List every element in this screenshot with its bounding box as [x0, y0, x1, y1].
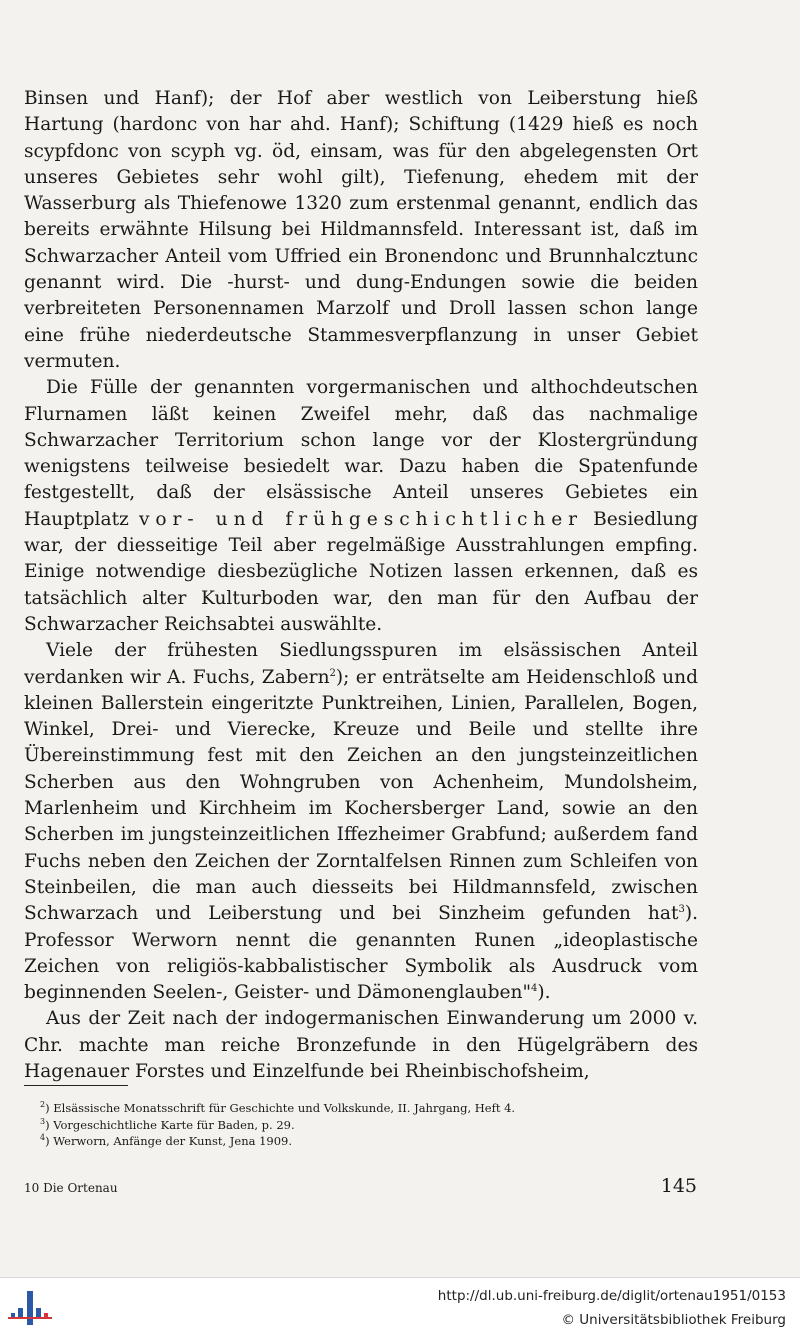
footnote-divider: [24, 1085, 128, 1086]
paragraph-3: [24, 638, 698, 1006]
footnote-text: Vorgeschichtliche Karte für Baden, p. 29.: [53, 1117, 295, 1132]
copyright-text: © Universitätsbibliothek Freiburg: [561, 1312, 786, 1328]
footnote: $^4$) Werworn, Anfänge der Kunst, Jena 1909.: [40, 1133, 293, 1148]
footnote-mark: 3: [40, 1116, 46, 1126]
footnote-ref-3: 3: [678, 904, 685, 916]
paragraph-3-text-d: ).: [537, 982, 551, 1004]
paragraph-3-text-a: Viele der frühesten Siedlungsspuren im elsässischen Anteil verdanken wir A. Fuchs, Zabern: [24, 640, 698, 688]
footnote-text: Werworn, Anfänge der Kunst, Jena 1909.: [53, 1134, 293, 1148]
paragraph-2-text-end: Besiedlung war, der diesseitige Teil aber regelmäßige Ausstrahlungen empfing. Einige notwendige diesbezügliche Notizen lassen erkennen, daß es tatsächlich alter Kulturboden war, den man für den Aufbau der Schwarzacher Reichsabtei auswählte.: [24, 508, 698, 635]
footnote-ref-4: 4: [531, 982, 538, 994]
paragraph-3-text-b: ); er enträtselte am Heidenschloß und kleinen Ballerstein eingeritzte Punktreihen, Linien, Parallelen, Bogen, Winkel, Drei- und Vierecke, Kreuze und Beile und stellte ihre Übereinstimmung fest mit den Zeichen an den jungsteinzeitlichen Scherben aus den Wohngruben von Achenheim, Mundolsheim, Marlenheim und Kirchheim im Kochersberger Land, sowie an den Scherben im jungsteinzeitlichen Iffezheimer Grabfund; außerdem fand Fuchs neben den Zeichen der Zorntalfelsen Rinnen zum Schleifen von Steinbeilen, die man auch diesseits bei Hildmannsfeld, zwischen Schwarzach und Leiberstung und bei Sinzheim gefunden hat: [24, 666, 699, 925]
footnotes: [40, 1100, 700, 1150]
spaced-emphasis: vor- und frühgeschichtlicher: [138, 508, 584, 530]
ub-freiburg-logo-icon[interactable]: [8, 1288, 52, 1328]
document-url-link[interactable]: http://dl.ub.uni-freiburg.de/diglit/ortenau1951/0153: [437, 1288, 786, 1304]
paragraph-4: Aus der Zeit nach der indogermanischen Einwanderung um 2000 v. Chr. machte man reiche Bronzefunde in den Hügelgräbern des Hagenauer Forstes und Einzelfunde bei Rheinbischofsheim,: [24, 1008, 698, 1082]
footnote-mark: 4: [40, 1133, 46, 1143]
paragraph-3-text-c: ). Professor Werworn nennt die genannten Runen „ideoplastische Zeichen von religiös-kabbalistischer Symbolik als Ausdruck vom beginnenden Seelen-, Geister- und Dämonenglauben": [24, 903, 698, 1004]
footnote-text: Elsässische Monatsschrift für Geschichte und Volkskunde, II. Jahrgang, Heft 4.: [53, 1101, 516, 1115]
footnote: $^3$) Vorgeschichtliche Karte für Baden, p. 29.: [40, 1116, 295, 1132]
footnote: $^2$) Elsässische Monatsschrift für Geschichte und Volkskunde, II. Jahrgang, Heft 4.: [40, 1100, 516, 1115]
footnote-mark: 2: [40, 1100, 46, 1110]
body-text: [24, 86, 698, 1085]
page-number: 145: [660, 1175, 697, 1197]
paragraph-2: [24, 375, 698, 638]
footnote-ref-2: 2: [329, 667, 336, 679]
paragraph-2-text: Die Fülle der genannten vorgermanischen und althochdeutschen Flurnamen läßt keinen Zweifel mehr, daß das nachmalige Schwarzacher Territorium schon lange vor der Klostergründung wenigstens teilweise besiedelt war. Dazu haben die Spatenfunde festgestellt, daß der elsässische Anteil unseres Gebietes ein Hauptplatz: [24, 377, 698, 530]
footer-bar: [0, 1277, 800, 1337]
signature-line: 10 Die Ortenau: [24, 1181, 118, 1195]
paragraph-1: Binsen und Hanf); der Hof aber westlich von Leiberstung hieß Hartung (hardonc von har ahd. Hanf); Schiftung (1429 hieß es noch scypfdonc von scyph vg. öd, einsam, was für den abgelegensten Ort unseres Gebietes sehr wohl gilt), Tiefenung, ehedem mit der Wasserburg als Thiefenowe 1320 zum erstenmal genannt, endlich das bereits erwähnte Hilsung bei Hildmannsfeld. Interessant ist, daß im Schwarzacher Anteil vom Uffried ein Bronendonc und Brunnhalcztunc genannt wird. Die -hurst- und dung-Endungen sowie die beiden verbreiteten Personennamen Marzolf und Droll lassen schon lange eine frühe niederdeutsche Stammesverpflanzung in unser Gebiet vermuten.: [24, 88, 698, 372]
